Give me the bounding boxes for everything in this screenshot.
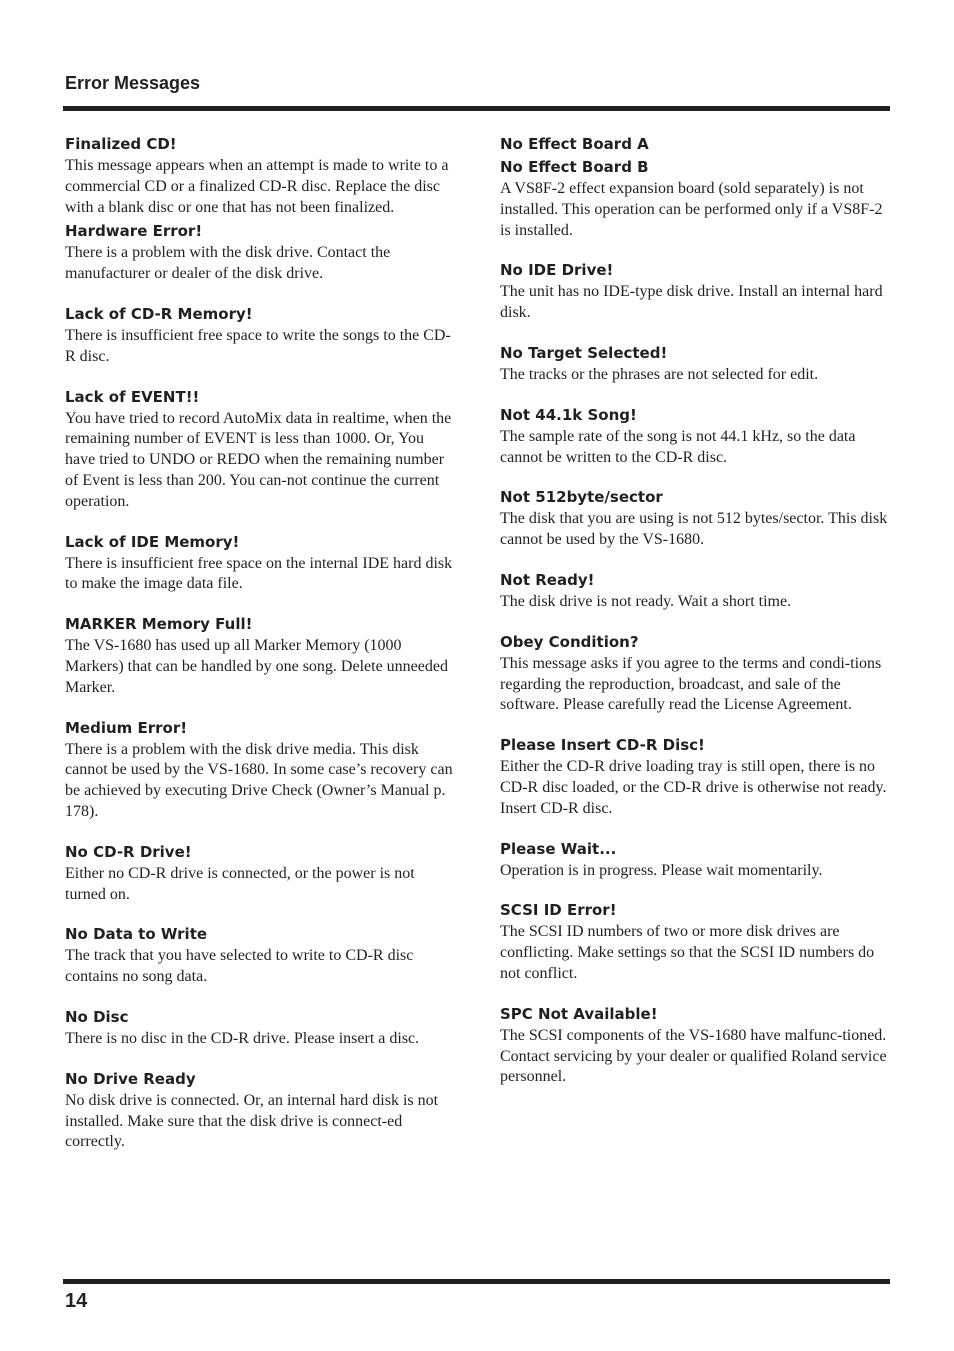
error-description: The SCSI ID numbers of two or more disk drives are conflicting. Make settings so that the SCSI ID numbers do not conflict. bbox=[500, 923, 875, 982]
error-description: The unit has no IDE-type disk drive. Install an internal hard disk. bbox=[500, 283, 883, 322]
error-title: Obey Condition? bbox=[500, 632, 639, 651]
error-title: Not 512byte/sector bbox=[500, 488, 663, 507]
error-title: Finalized CD! bbox=[65, 135, 177, 153]
error-description: The track that you have selected to write to CD-R disc contains no song data. bbox=[65, 947, 414, 986]
error-description: Operation is in progress. Please wait momentarily. bbox=[500, 861, 823, 879]
error-entry bbox=[500, 569, 892, 613]
error-entry bbox=[500, 1003, 892, 1088]
error-entry bbox=[500, 631, 892, 716]
error-description: The SCSI components of the VS-1680 have malfunc-tioned. Contact servicing by your dealer or qualified Roland service personnel. bbox=[500, 1026, 887, 1086]
error-title: SPC Not Available! bbox=[500, 1004, 658, 1023]
right-column bbox=[500, 133, 892, 1106]
error-description: The tracks or the phrases are not selected for edit. bbox=[500, 365, 819, 383]
error-entry bbox=[500, 342, 892, 386]
error-title: No Effect Board B bbox=[500, 158, 649, 176]
error-entry bbox=[65, 613, 457, 698]
error-description: You have tried to record AutoMix data in realtime, when the remaining number of EVENT is less than 1000. Or, You have tried to UNDO or REDO when the remaining number of Event is less than 200. You can-not continue the current operation. bbox=[65, 409, 452, 510]
error-description: Either the CD-R drive loading tray is still open, there is no CD-R disc loaded, or the CD-R drive is otherwise not ready. Insert CD-R disc. bbox=[500, 758, 887, 817]
left-column bbox=[65, 133, 457, 1171]
error-title: No Disc bbox=[65, 1007, 129, 1026]
error-title: No Target Selected! bbox=[500, 343, 668, 362]
error-description: The VS-1680 has used up all Marker Memory (1000 Markers) that can be handled by one song. Delete unneeded Marker. bbox=[65, 637, 448, 696]
error-title: No Data to Write bbox=[65, 925, 208, 944]
error-entry bbox=[500, 899, 892, 984]
error-description: Either no CD-R drive is connected, or the power is not turned on. bbox=[65, 864, 415, 903]
error-description: This message appears when an attempt is made to write to a commercial CD or a finalized CD-R disc. Replace the disc with a blank disc or one that has not been finalized. bbox=[65, 157, 449, 216]
error-description: There is insufficient free space on the internal IDE hard disk to make the image data file. bbox=[65, 554, 453, 593]
error-description: The disk drive is not ready. Wait a short time. bbox=[500, 592, 792, 610]
error-entry bbox=[65, 1068, 457, 1153]
error-entry bbox=[65, 717, 457, 823]
error-title: MARKER Memory Full! bbox=[65, 615, 253, 634]
error-entry bbox=[65, 531, 457, 596]
error-title: Lack of IDE Memory! bbox=[65, 532, 240, 551]
error-title: Please Insert CD-R Disc! bbox=[500, 736, 705, 755]
error-title: Lack of CD-R Memory! bbox=[65, 304, 253, 323]
error-description: There is a problem with the disk drive media. This disk cannot be used by the VS-1680. In some case’s recovery can be achieved by executing Drive Check (Owner’s Manual p. 178). bbox=[65, 740, 453, 820]
error-description: There is a problem with the disk drive. Contact the manufacturer or dealer of the disk drive. bbox=[65, 244, 391, 283]
error-description: There is no disc in the CD-R drive. Please insert a disc. bbox=[65, 1029, 420, 1047]
error-description: The disk that you are using is not 512 bytes/sector. This disk cannot be used by the VS-1680. bbox=[500, 510, 888, 549]
error-title: Lack of EVENT!! bbox=[65, 387, 200, 406]
error-title: No IDE Drive! bbox=[500, 261, 614, 280]
error-entry bbox=[500, 486, 892, 551]
error-entry bbox=[65, 1006, 457, 1050]
error-entry bbox=[500, 734, 892, 819]
error-title: Hardware Error! bbox=[65, 222, 203, 241]
error-entry bbox=[65, 841, 457, 906]
error-entry bbox=[65, 220, 457, 285]
error-description: The sample rate of the song is not 44.1 kHz, so the data cannot be written to the CD-R disc. bbox=[500, 427, 856, 466]
error-description: There is insufficient free space to write the songs to the CD-R disc. bbox=[65, 326, 451, 365]
page-number: 14 bbox=[65, 1290, 88, 1312]
error-title: Not Ready! bbox=[500, 570, 595, 589]
error-entry bbox=[500, 259, 892, 324]
page-title: Error Messages bbox=[65, 73, 201, 93]
error-title: SCSI ID Error! bbox=[500, 901, 617, 920]
footer-rule bbox=[63, 1279, 890, 1284]
error-title: No CD-R Drive! bbox=[65, 842, 192, 861]
error-description: A VS8F-2 effect expansion board (sold separately) is not installed. This operation can be performed only if a VS8F-2 is installed. bbox=[500, 180, 883, 239]
error-entry bbox=[500, 838, 892, 882]
error-title: Please Wait... bbox=[500, 839, 617, 858]
error-title: Not 44.1k Song! bbox=[500, 405, 637, 424]
error-title: No Effect Board A bbox=[500, 135, 649, 153]
error-entry bbox=[500, 404, 892, 469]
error-entry bbox=[500, 133, 892, 241]
header-rule bbox=[63, 106, 890, 111]
error-entry bbox=[65, 303, 457, 368]
error-entry bbox=[65, 386, 457, 513]
error-title: No Drive Ready bbox=[65, 1069, 196, 1088]
error-entry bbox=[65, 923, 457, 988]
error-description: No disk drive is connected. Or, an internal hard disk is not installed. Make sure that the disk drive is connect-ed correctly. bbox=[65, 1091, 439, 1151]
error-description: This message asks if you agree to the terms and condi-tions regarding the reproduction, broadcast, and sale of the software. Please carefully read the License Agreement. bbox=[500, 654, 882, 714]
error-title: Medium Error! bbox=[65, 718, 188, 737]
error-entry bbox=[65, 133, 457, 218]
